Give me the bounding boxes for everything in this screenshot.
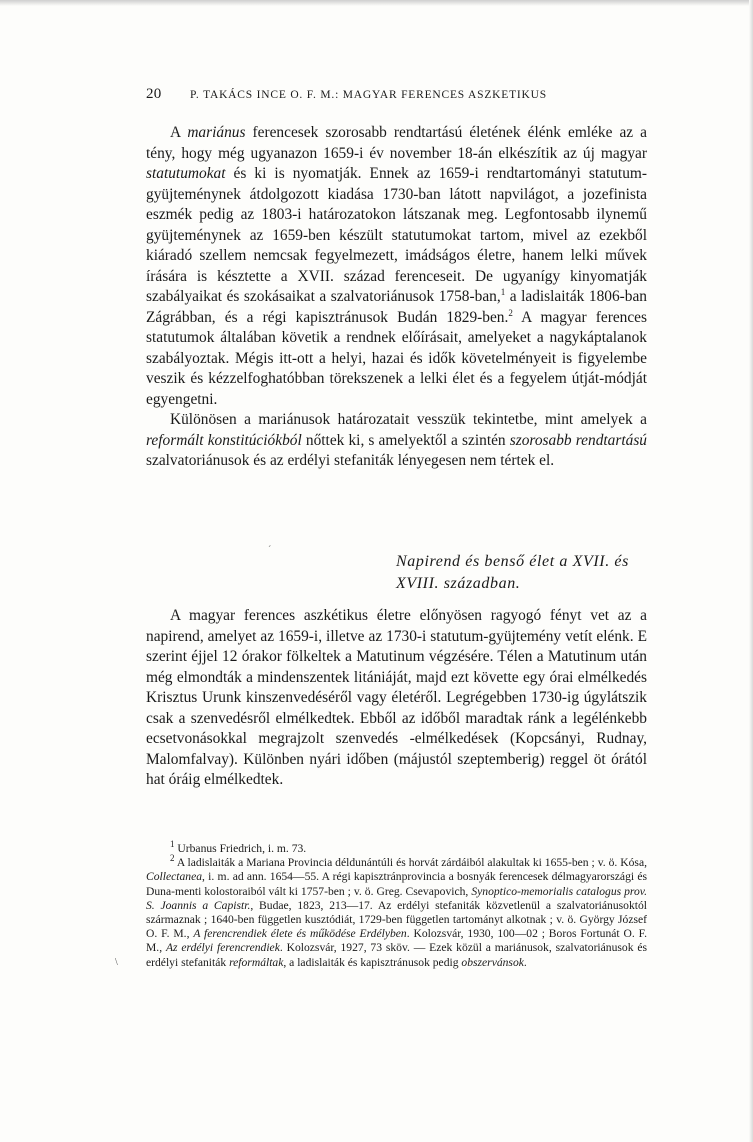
text-run: A magyar ferences aszkétikus életre előnyösen ragyogó fényt vet az a napirend, amelyet az 1659-i, illetve az 1730-i statutum-gyüjtemény vetít elénk. E szerint éjjel 12 órakor fölkeltek a Matutinum végzésére. Télen a Matutinum után még elmondták a mindenszentek litániáját, majd ezt követte egy órai elmélkedés Krisztus Urunk kinszenvedéséről vagy életéről. Legrégebben 1730-ig úgylátszik csak a szenvedésről elmélkedtek. Ebből az időből maradtak ránk a legélénkebb ecsetvonásokkal megrajzolt szenvedés -elmélkedések (Kopcsányi, Rudnay, Malomfalvay). Különben nyári időben (májustól szeptemberig) reggel öt órától hat óráig elmélkedtek.: [146, 607, 647, 788]
paragraph: [146, 606, 647, 791]
running-title: P. TAKÁCS INCE O. F. M.: MAGYAR FERENCES ASZKETIKUS: [190, 89, 547, 101]
section-heading-line-2: XVIII. században.: [396, 575, 521, 592]
footnote-marker: 2: [170, 853, 175, 864]
italic-text: obszerváns: [461, 955, 513, 969]
footnote-marker: 2: [508, 307, 513, 318]
footnote-marker: 1: [170, 839, 175, 850]
text-run: , a ladislaiták és kapisztránusok pedig: [283, 955, 462, 969]
text-run: nőttek ki, s amelyektől a szintén: [301, 431, 510, 449]
text-run: . Kolozsvár, 1930, 100—02 ; Boros Fortunát O. F. M.,: [146, 927, 647, 955]
footnote: [146, 839, 647, 856]
italic-text: mariánus: [187, 124, 246, 141]
italic-text: A ferencrendiek élete és működése Erdélyben: [193, 927, 407, 941]
text-run: A: [170, 124, 188, 141]
text-run: a ladislaiták 1806-ban Zágrábban, és a régi kapisztránusok Budán 1829-ben.: [146, 288, 647, 326]
text-run: Urbanus Friedrich, i. m. 73.: [174, 842, 307, 855]
footnote-marker: 1: [500, 286, 506, 297]
section-text-block: [146, 606, 647, 791]
print-speck: ´: [268, 545, 272, 556]
italic-text: szorosabb rendtartású: [509, 431, 647, 449]
page-number: 20: [146, 86, 162, 102]
italic-text: reformált konstitúciókból: [146, 431, 302, 449]
text-run: ferencesek szorosabb rendtartású életének élénk emléke az a tény, hogy még ugyanazon 1659-i év november 18-án elkészítik az új magyar: [146, 124, 647, 162]
text-run: A magyar ferences statutumok általában követik a rendnek előírásait, amelyeket a nagykáptalanok szabályoztak. Mégis itt-ott a helyi, hazai és idők követelményeit is figyelembe veszik és kézzelfoghatóbban törekszenek a lelki élet és a fegyelem útját-módját egyengetni.: [146, 308, 648, 408]
italic-text: statutumokat: [146, 165, 226, 182]
text-run: Különösen a mariánusok határozatait vesszük tekintetbe, mint amelyek a: [170, 411, 647, 428]
section-heading-line-1: Napirend és benső élet a XVII. és: [396, 553, 629, 570]
text-run: A ladislaiták a Mariana Provincia déldunántúli és horvát zárdáiból alakultak ki 1655-ben ; v. ö. Kósa,: [174, 856, 647, 870]
italic-text: ok: [512, 955, 524, 969]
paragraph: [146, 410, 647, 472]
scan-edge-top: [0, 0, 753, 6]
main-text-block: [146, 123, 647, 472]
footnote: [146, 853, 647, 970]
section-heading: [396, 551, 656, 595]
text-run: , i. m. ad ann. 1654—55. A régi kapisztránprovincia a bosnyák ferencesek délmagyarországi és Duna-menti kolostoraiból vált ki 1757-ben ; v. ö. Greg. Csevapovich,: [146, 870, 647, 898]
paragraph: [146, 123, 647, 410]
text-run: .: [523, 955, 527, 969]
text-run: . Kolozsvár, 1927, 73 sköv. — Ezek közül a mariánusok, szalvatoriánusok és erdélyi stefaniták: [146, 941, 647, 969]
footnotes: [146, 839, 647, 970]
italic-text: Collectanea: [146, 870, 203, 884]
page-header: [146, 86, 646, 103]
italic-text: reformáltak: [229, 955, 284, 969]
text-run: , Budae, 1823, 213—17. Az erdélyi stefaniták közvetlenül a szalvatoriánusoktól származnak ; 1640-ben független kusztódiát, 1729-ben független tartományt alkotnak ; v. ö. György József O. F. M.,: [146, 898, 647, 941]
text-run: szalvatoriánusok és az erdélyi stefaniták lényegesen nem tértek el.: [146, 452, 555, 469]
margin-mark: \: [115, 957, 118, 968]
italic-text: Synoptico-memorialis catalogus prov. S. Joannis a Capistr.: [146, 884, 647, 912]
italic-text: Az erdélyi ferencrendiek: [165, 941, 280, 955]
scan-edge-right: [749, 0, 753, 1142]
text-run: és ki is nyomatják. Ennek az 1659-i rendtartományi statutum-gyüjteménynek átdolgozott kiadása 1730-ban látott napvilágot, a jozefinista eszmék pedig az 1803-i határozatokon látszanak meg. Legfontosabb ilynemű gyüjteménynek az 1659-ben készült statutumokat tartom, mivel az ezekből kiáradó szellem nemcsak fegyelmezett, imádságos életre, hanem lelki művek írására is késztette a XVII. század ferenceseit. De ugyanígy kinyomatják szabályaikat és szokásaikat a szalvatoriánusok 1758-ban,: [146, 165, 647, 305]
